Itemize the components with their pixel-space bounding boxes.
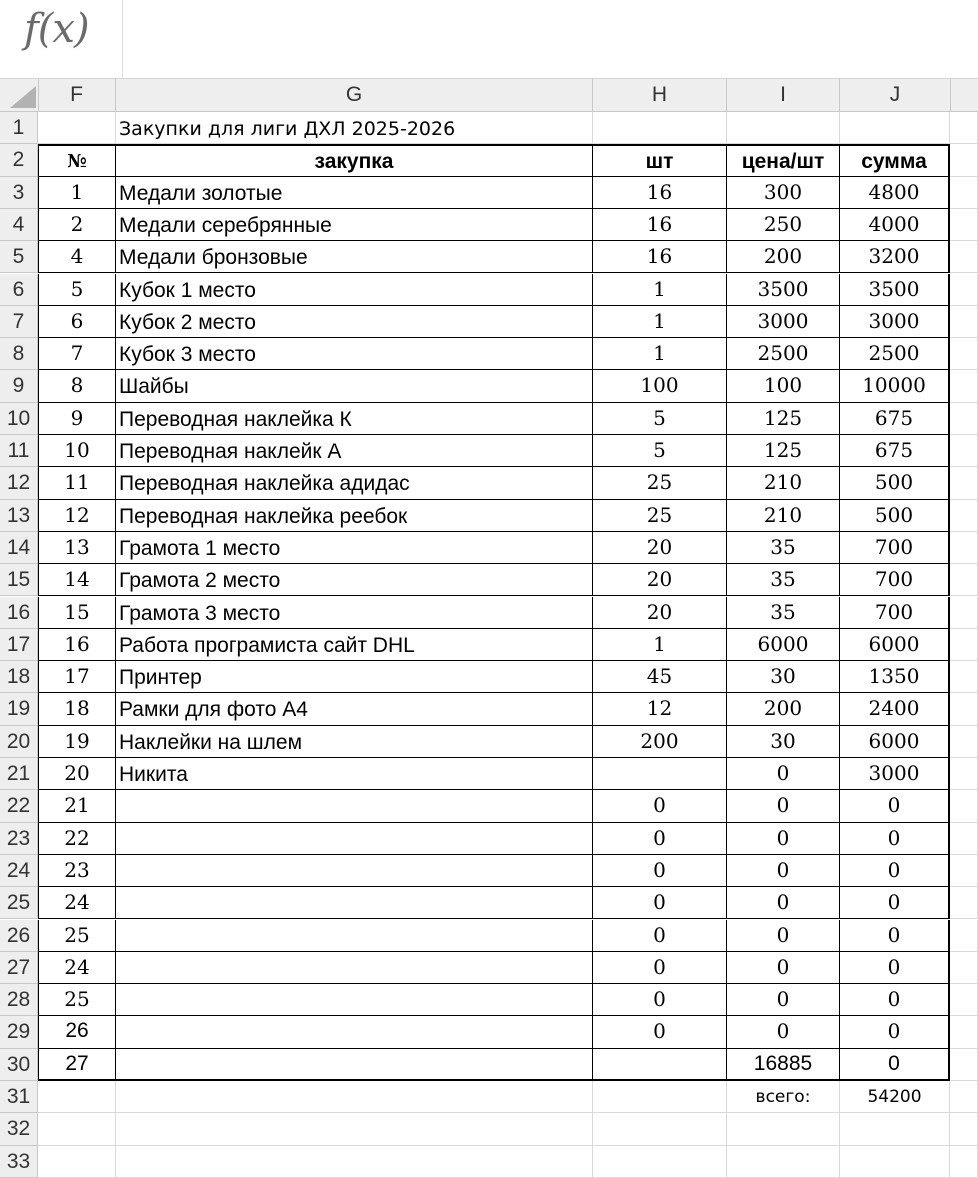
item-number[interactable]: 19: [38, 726, 116, 758]
item-quantity[interactable]: 20: [593, 532, 727, 564]
item-sum[interactable]: 3500: [840, 274, 950, 306]
item-name[interactable]: Грамота 1 место: [116, 532, 593, 564]
item-price[interactable]: 30: [727, 726, 840, 758]
row-header[interactable]: 5: [0, 241, 38, 273]
cell-k2[interactable]: [950, 144, 978, 176]
item-quantity[interactable]: 1: [593, 629, 727, 661]
item-quantity[interactable]: 5: [593, 403, 727, 435]
sheet-row: [0, 370, 978, 402]
sheet-row: [0, 629, 978, 661]
cell-j33[interactable]: [840, 1146, 950, 1178]
item-number[interactable]: 11: [38, 467, 116, 499]
item-price[interactable]: 6000: [727, 629, 840, 661]
cell-k23[interactable]: [950, 823, 978, 855]
item-price[interactable]: 0: [727, 855, 840, 887]
item-number[interactable]: 26: [38, 1016, 116, 1048]
item-price[interactable]: 0: [727, 887, 840, 919]
item-name[interactable]: Грамота 2 место: [116, 564, 593, 596]
row-header[interactable]: 17: [0, 629, 38, 661]
item-number[interactable]: 15: [38, 597, 116, 629]
item-sum[interactable]: 675: [840, 435, 950, 467]
sheet-row: [0, 338, 978, 370]
item-name[interactable]: Наклейки на шлем: [116, 726, 593, 758]
item-sum[interactable]: 6000: [840, 629, 950, 661]
cell-g33[interactable]: [116, 1146, 593, 1178]
item-number[interactable]: 21: [38, 790, 116, 822]
row-header[interactable]: 16: [0, 597, 38, 629]
cell-h1[interactable]: [593, 112, 727, 144]
item-sum[interactable]: 0: [840, 1016, 950, 1048]
item-price[interactable]: 16885: [727, 1049, 840, 1081]
cell-f1[interactable]: [38, 112, 116, 144]
item-sum[interactable]: 4800: [840, 177, 950, 209]
item-name[interactable]: [116, 823, 593, 855]
cell-k22[interactable]: [950, 790, 978, 822]
item-quantity[interactable]: 16: [593, 177, 727, 209]
formula-bar: [0, 0, 978, 79]
item-sum[interactable]: 0: [840, 920, 950, 952]
cell-h33[interactable]: [593, 1146, 727, 1178]
item-name[interactable]: [116, 984, 593, 1016]
cell-k29[interactable]: [950, 1016, 978, 1048]
item-name[interactable]: Переводная наклейка реебок: [116, 500, 593, 532]
row-header[interactable]: 32: [0, 1113, 38, 1145]
cell-k32[interactable]: [950, 1113, 978, 1145]
cell-k14[interactable]: [950, 532, 978, 564]
item-price[interactable]: 0: [727, 1016, 840, 1048]
item-number[interactable]: 12: [38, 500, 116, 532]
item-quantity[interactable]: 25: [593, 500, 727, 532]
column-header-i[interactable]: I: [727, 79, 840, 111]
item-quantity[interactable]: 12: [593, 693, 727, 725]
item-sum[interactable]: 4000: [840, 209, 950, 241]
item-name[interactable]: Переводная наклейка К: [116, 403, 593, 435]
cell-k1[interactable]: [950, 112, 978, 144]
sheet-row: [0, 403, 978, 435]
cell-i1[interactable]: [727, 112, 840, 144]
row-header[interactable]: 24: [0, 855, 38, 887]
item-price[interactable]: 210: [727, 500, 840, 532]
item-quantity[interactable]: 20: [593, 564, 727, 596]
item-number[interactable]: 4: [38, 241, 116, 273]
item-name[interactable]: Шайбы: [116, 370, 593, 402]
row-header[interactable]: 10: [0, 403, 38, 435]
sheet-row: [0, 1016, 978, 1048]
item-quantity[interactable]: 1: [593, 306, 727, 338]
item-price[interactable]: 210: [727, 467, 840, 499]
item-quantity[interactable]: 0: [593, 887, 727, 919]
sheet-row: [0, 532, 978, 564]
sheet-row: [0, 435, 978, 467]
sheet-row: [0, 467, 978, 499]
total-value[interactable]: 54200: [840, 1081, 950, 1113]
item-sum[interactable]: 10000: [840, 370, 950, 402]
item-number[interactable]: 25: [38, 920, 116, 952]
item-number[interactable]: 24: [38, 952, 116, 984]
item-name[interactable]: Принтер: [116, 661, 593, 693]
row-header[interactable]: 12: [0, 467, 38, 499]
row-header[interactable]: 23: [0, 823, 38, 855]
cell-h31[interactable]: [593, 1081, 727, 1113]
row-header[interactable]: 4: [0, 209, 38, 241]
item-price[interactable]: 125: [727, 403, 840, 435]
cell-k11[interactable]: [950, 435, 978, 467]
item-name[interactable]: Кубок 2 место: [116, 306, 593, 338]
item-quantity[interactable]: 0: [593, 952, 727, 984]
cell-j1[interactable]: [840, 112, 950, 144]
item-name[interactable]: Грамота 3 место: [116, 597, 593, 629]
item-number[interactable]: 14: [38, 564, 116, 596]
item-name[interactable]: [116, 920, 593, 952]
cell-k25[interactable]: [950, 887, 978, 919]
cell-k6[interactable]: [950, 274, 978, 306]
item-name[interactable]: [116, 1016, 593, 1048]
cell-f32[interactable]: [38, 1113, 116, 1145]
sheet-row: [0, 855, 978, 887]
row-header[interactable]: 13: [0, 500, 38, 532]
row-header[interactable]: 1: [0, 112, 38, 144]
row-header[interactable]: 7: [0, 306, 38, 338]
cell-k3[interactable]: [950, 177, 978, 209]
item-number[interactable]: 24: [38, 887, 116, 919]
item-price[interactable]: 200: [727, 693, 840, 725]
cell-k16[interactable]: [950, 597, 978, 629]
item-number[interactable]: 6: [38, 306, 116, 338]
item-sum[interactable]: 700: [840, 597, 950, 629]
cell-g31[interactable]: [116, 1081, 593, 1113]
sheet-row: [0, 1081, 978, 1113]
row-header[interactable]: 27: [0, 952, 38, 984]
item-sum[interactable]: 0: [840, 855, 950, 887]
cell-g32[interactable]: [116, 1113, 593, 1145]
cell-k17[interactable]: [950, 629, 978, 661]
item-name[interactable]: Переводная наклейка адидас: [116, 467, 593, 499]
cell-k12[interactable]: [950, 467, 978, 499]
item-price[interactable]: 3000: [727, 306, 840, 338]
item-sum[interactable]: 6000: [840, 726, 950, 758]
item-sum[interactable]: 500: [840, 500, 950, 532]
row-header[interactable]: 9: [0, 370, 38, 402]
item-name[interactable]: Рамки для фото А4: [116, 693, 593, 725]
item-quantity[interactable]: 20: [593, 597, 727, 629]
item-number[interactable]: 25: [38, 984, 116, 1016]
item-quantity[interactable]: 0: [593, 984, 727, 1016]
item-sum[interactable]: 0: [840, 790, 950, 822]
item-number[interactable]: 17: [38, 661, 116, 693]
header-price[interactable]: цена/шт: [727, 144, 840, 176]
function-button[interactable]: [0, 0, 123, 78]
row-header[interactable]: 8: [0, 338, 38, 370]
item-name[interactable]: [116, 1049, 593, 1081]
row-header[interactable]: 3: [0, 177, 38, 209]
item-name[interactable]: Медали бронзовые: [116, 241, 593, 273]
item-sum[interactable]: 3000: [840, 758, 950, 790]
row-header[interactable]: 6: [0, 274, 38, 306]
item-sum[interactable]: 0: [840, 887, 950, 919]
item-name[interactable]: Кубок 1 место: [116, 274, 593, 306]
cell-k21[interactable]: [950, 758, 978, 790]
header-num[interactable]: №: [38, 144, 116, 176]
item-sum[interactable]: 3000: [840, 306, 950, 338]
item-sum[interactable]: 3200: [840, 241, 950, 273]
item-sum[interactable]: 700: [840, 564, 950, 596]
item-number[interactable]: 8: [38, 370, 116, 402]
item-name[interactable]: [116, 887, 593, 919]
row-header[interactable]: 26: [0, 920, 38, 952]
item-number[interactable]: 7: [38, 338, 116, 370]
sheet-title[interactable]: Закупки для лиги ДХЛ 2025-2026: [116, 112, 593, 144]
item-quantity[interactable]: 0: [593, 790, 727, 822]
sheet-row: [0, 758, 978, 790]
sheet-row: [0, 1146, 978, 1178]
function-icon: f(x): [24, 6, 89, 52]
cell-k26[interactable]: [950, 920, 978, 952]
item-sum[interactable]: 500: [840, 467, 950, 499]
item-price[interactable]: 2500: [727, 338, 840, 370]
item-sum[interactable]: 1350: [840, 661, 950, 693]
item-quantity[interactable]: 0: [593, 823, 727, 855]
row-header[interactable]: 14: [0, 532, 38, 564]
row-header[interactable]: 22: [0, 790, 38, 822]
item-price[interactable]: 200: [727, 241, 840, 273]
item-number[interactable]: 1: [38, 177, 116, 209]
sheet-row: [0, 790, 978, 822]
item-number[interactable]: 18: [38, 693, 116, 725]
cell-k8[interactable]: [950, 338, 978, 370]
item-quantity[interactable]: 16: [593, 241, 727, 273]
item-quantity[interactable]: 25: [593, 467, 727, 499]
row-header[interactable]: 30: [0, 1049, 38, 1081]
item-quantity[interactable]: 0: [593, 855, 727, 887]
header-qty[interactable]: шт: [593, 144, 727, 176]
item-price[interactable]: 0: [727, 984, 840, 1016]
item-quantity[interactable]: 1: [593, 338, 727, 370]
row-header[interactable]: 25: [0, 887, 38, 919]
item-name[interactable]: Кубок 3 место: [116, 338, 593, 370]
formula-input[interactable]: [123, 0, 978, 78]
item-price[interactable]: 30: [727, 661, 840, 693]
item-quantity[interactable]: 45: [593, 661, 727, 693]
cell-j32[interactable]: [840, 1113, 950, 1145]
cell-f33[interactable]: [38, 1146, 116, 1178]
item-name[interactable]: [116, 855, 593, 887]
item-name[interactable]: [116, 952, 593, 984]
cell-k33[interactable]: [950, 1146, 978, 1178]
sheet-row: [0, 500, 978, 532]
column-header-g[interactable]: G: [116, 79, 593, 111]
cell-k10[interactable]: [950, 403, 978, 435]
sheet-row: [0, 177, 978, 209]
cell-k20[interactable]: [950, 726, 978, 758]
item-number[interactable]: 27: [38, 1049, 116, 1081]
cell-h32[interactable]: [593, 1113, 727, 1145]
row-header[interactable]: 28: [0, 984, 38, 1016]
item-sum[interactable]: 700: [840, 532, 950, 564]
cell-k31[interactable]: [950, 1081, 978, 1113]
item-name[interactable]: Никита: [116, 758, 593, 790]
item-price[interactable]: 3500: [727, 274, 840, 306]
cell-k30[interactable]: [950, 1049, 978, 1081]
cell-i33[interactable]: [727, 1146, 840, 1178]
row-header[interactable]: 20: [0, 726, 38, 758]
item-price[interactable]: 0: [727, 920, 840, 952]
item-quantity[interactable]: 200: [593, 726, 727, 758]
sheet-row: [0, 952, 978, 984]
cell-k4[interactable]: [950, 209, 978, 241]
sheet-row: [0, 306, 978, 338]
item-sum[interactable]: 0: [840, 952, 950, 984]
row-header[interactable]: 2: [0, 144, 38, 176]
row-header[interactable]: 11: [0, 435, 38, 467]
sheet-row: [0, 726, 978, 758]
sheet-row: [0, 1049, 978, 1081]
item-quantity[interactable]: 5: [593, 435, 727, 467]
header-sum[interactable]: сумма: [840, 144, 950, 176]
item-price[interactable]: 250: [727, 209, 840, 241]
item-price[interactable]: 0: [727, 823, 840, 855]
item-quantity[interactable]: 16: [593, 209, 727, 241]
cell-k24[interactable]: [950, 855, 978, 887]
cell-k18[interactable]: [950, 661, 978, 693]
cell-k19[interactable]: [950, 693, 978, 725]
item-quantity[interactable]: 0: [593, 1016, 727, 1048]
row-header[interactable]: 29: [0, 1016, 38, 1048]
sheet-row: [0, 241, 978, 273]
item-sum[interactable]: 0: [840, 1049, 950, 1081]
sheet-row: [0, 661, 978, 693]
item-sum[interactable]: 0: [840, 984, 950, 1016]
row-header[interactable]: 31: [0, 1081, 38, 1113]
item-quantity[interactable]: [593, 1049, 727, 1081]
cell-k15[interactable]: [950, 564, 978, 596]
item-number[interactable]: 2: [38, 209, 116, 241]
item-price[interactable]: 35: [727, 564, 840, 596]
row-header[interactable]: 18: [0, 661, 38, 693]
item-price[interactable]: 0: [727, 952, 840, 984]
column-header-j[interactable]: J: [840, 79, 951, 111]
cell-k7[interactable]: [950, 306, 978, 338]
cell-k13[interactable]: [950, 500, 978, 532]
sheet-row: [0, 693, 978, 725]
item-number[interactable]: 5: [38, 274, 116, 306]
item-number[interactable]: 20: [38, 758, 116, 790]
item-name[interactable]: [116, 790, 593, 822]
item-name[interactable]: Медали серебрянные: [116, 209, 593, 241]
item-sum[interactable]: 2400: [840, 693, 950, 725]
item-number[interactable]: 9: [38, 403, 116, 435]
sheet-row: [0, 823, 978, 855]
item-number[interactable]: 22: [38, 823, 116, 855]
item-number[interactable]: 23: [38, 855, 116, 887]
sheet-row: [0, 597, 978, 629]
cell-f31[interactable]: [38, 1081, 116, 1113]
sheet-row: [0, 564, 978, 596]
item-name[interactable]: Медали золотые: [116, 177, 593, 209]
item-price[interactable]: 100: [727, 370, 840, 402]
sheet-row: [0, 1113, 978, 1145]
row-header[interactable]: 33: [0, 1146, 38, 1178]
item-number[interactable]: 13: [38, 532, 116, 564]
cell-k5[interactable]: [950, 241, 978, 273]
item-name[interactable]: Работа програмиста сайт DHL: [116, 629, 593, 661]
sheet-row: [0, 984, 978, 1016]
cell-k9[interactable]: [950, 370, 978, 402]
item-quantity[interactable]: 0: [593, 920, 727, 952]
item-sum[interactable]: 0: [840, 823, 950, 855]
total-label: всего:: [727, 1081, 840, 1113]
header-item[interactable]: закупка: [116, 144, 593, 176]
item-name[interactable]: Переводная наклейк А: [116, 435, 593, 467]
item-sum[interactable]: 2500: [840, 338, 950, 370]
cell-k28[interactable]: [950, 984, 978, 1016]
item-price[interactable]: 0: [727, 790, 840, 822]
sheet-row: [0, 887, 978, 919]
sheet-row: [0, 144, 978, 176]
column-header-row: [0, 79, 978, 112]
item-price[interactable]: 35: [727, 532, 840, 564]
select-all-corner[interactable]: [0, 79, 39, 111]
cell-k27[interactable]: [950, 952, 978, 984]
cell-i32[interactable]: [727, 1113, 840, 1145]
sheet-row: [0, 920, 978, 952]
row-header[interactable]: 15: [0, 564, 38, 596]
sheet-row: [0, 209, 978, 241]
sheet-row: [0, 112, 978, 144]
sheet-row: [0, 274, 978, 306]
item-price[interactable]: 35: [727, 597, 840, 629]
item-quantity[interactable]: [593, 758, 727, 790]
item-price[interactable]: 300: [727, 177, 840, 209]
item-quantity[interactable]: 1: [593, 274, 727, 306]
item-sum[interactable]: 675: [840, 403, 950, 435]
item-number[interactable]: 10: [38, 435, 116, 467]
column-header-f[interactable]: F: [38, 79, 116, 111]
item-number[interactable]: 16: [38, 629, 116, 661]
column-header-h[interactable]: H: [593, 79, 727, 111]
item-price[interactable]: 0: [727, 758, 840, 790]
item-price[interactable]: 125: [727, 435, 840, 467]
row-header[interactable]: 19: [0, 693, 38, 725]
row-header[interactable]: 21: [0, 758, 38, 790]
item-quantity[interactable]: 100: [593, 370, 727, 402]
